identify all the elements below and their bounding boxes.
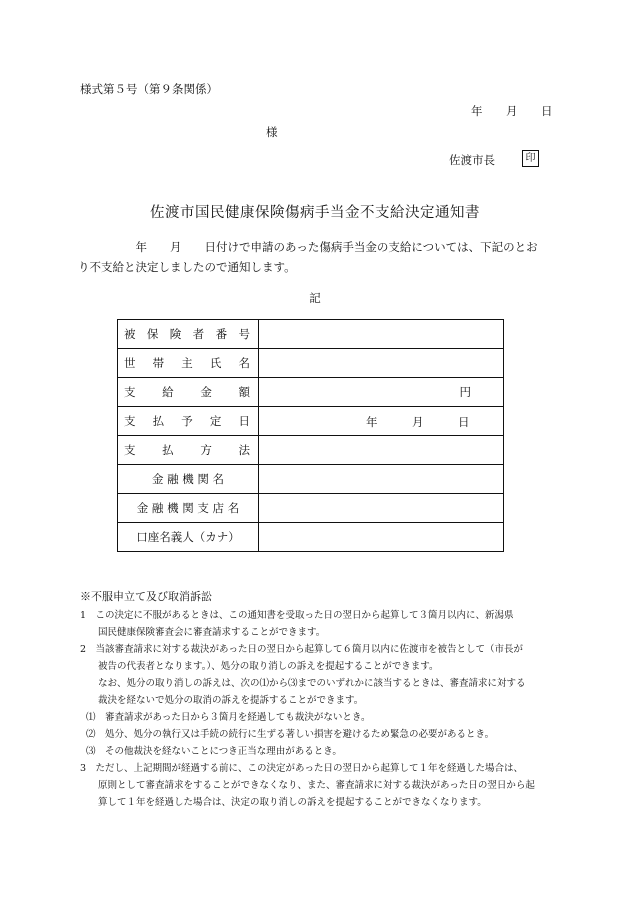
value-payment-method[interactable]: [259, 436, 504, 465]
addressee-suffix: 様: [266, 125, 278, 139]
note-line: 2 当該審査請求に対する裁決があった日の翌日から起算して６箇月以内に佐渡市を被告として（市長が: [80, 644, 523, 655]
label-bank-name: 金 融 機 関 名: [118, 465, 259, 494]
label-bank-branch: 金 融 機 関 支 店 名: [118, 494, 259, 523]
note-line: 裁決を経ないで処分の取消の訴えを提訴することができます。: [98, 695, 364, 706]
note-line: 国民健康保険審査会に審査請求することができます。: [98, 627, 326, 638]
payment-date-year: 年: [366, 415, 378, 429]
intro-line-1: 年 月 日付けで申請のあった傷病手当金の支給については、下記のとお: [78, 240, 538, 254]
label-insured-number: 被 保 険 者 番 号: [118, 320, 259, 349]
appeal-notes: [80, 588, 560, 811]
ki-heading: 記: [309, 291, 321, 305]
table-row: [118, 465, 504, 494]
label-payment-date: 支 払 予 定 日: [118, 407, 259, 436]
value-household-head[interactable]: [259, 349, 504, 378]
table-row: [118, 378, 504, 407]
table-row: [118, 349, 504, 378]
value-bank-name[interactable]: [259, 465, 504, 494]
note-line: 算して１年を経過した場合は、決定の取り消しの訴えを提起することができなくなります。: [98, 797, 487, 808]
note-line: 3 ただし、上記期間が経過する前に、この決定があった日の翌日から起算して１年を経過した場合は、: [80, 763, 523, 774]
value-payment-date[interactable]: [259, 407, 504, 436]
value-payment-amount[interactable]: 円: [259, 378, 504, 407]
note-line: ⑴ 審査請求があった日から３箇月を経過しても裁決がないとき。: [86, 712, 371, 723]
note-line: 原則として審査請求をすることができなくなり、また、審査請求に対する裁決があった日の翌日から起: [98, 780, 535, 791]
table-row: [118, 436, 504, 465]
payment-date-day: 日: [458, 415, 470, 429]
seal-mark: 印: [522, 150, 539, 167]
value-account-holder[interactable]: [259, 523, 504, 552]
table-row: [118, 523, 504, 552]
intro-paragraph: [78, 237, 554, 277]
payment-date-month: 月: [412, 415, 424, 429]
note-line: なお、処分の取り消しの訴えは、次の⑴から⑶までのいずれかに該当するときは、審査請求に対する: [98, 678, 526, 689]
date-year: 年: [471, 104, 483, 118]
intro-line-2: り不支給と決定しましたので通知します。: [78, 260, 296, 274]
document-title: 佐渡市国民健康保険傷病手当金不支給決定通知書: [150, 205, 480, 221]
form-number: 様式第５号（第９条関係）: [80, 82, 218, 96]
value-insured-number[interactable]: [259, 320, 504, 349]
mayor-name: 佐渡市長: [449, 153, 495, 167]
label-payment-amount: 支 給 金 額: [118, 378, 259, 407]
note-line: ⑶ その他裁決を経ないことにつき正当な理由があるとき。: [86, 746, 342, 757]
note-line: ⑵ 処分、処分の執行又は手続の続行に生ずる著しい損害を避けるため緊急の必要があるとき。: [86, 729, 495, 740]
table-row: [118, 407, 504, 436]
info-table: [117, 319, 504, 552]
date-month: 月: [506, 104, 518, 118]
table-row: [118, 494, 504, 523]
label-account-holder: 口座名義人（カナ）: [118, 523, 259, 552]
notes-heading: ※不服申立て及び取消訴訟: [80, 590, 212, 603]
note-line: 被告の代表者となります。）、処分の取り消しの訴えを提起することができます。: [98, 661, 439, 672]
value-bank-branch[interactable]: [259, 494, 504, 523]
label-household-head: 世 帯 主 氏 名: [118, 349, 259, 378]
date-day: 日: [541, 104, 553, 118]
table-row: [118, 320, 504, 349]
label-payment-method: 支 払 方 法: [118, 436, 259, 465]
note-line: 1 この決定に不服があるときは、この通知書を受取った日の翌日から起算して３箇月以内に、新潟県: [80, 610, 514, 621]
